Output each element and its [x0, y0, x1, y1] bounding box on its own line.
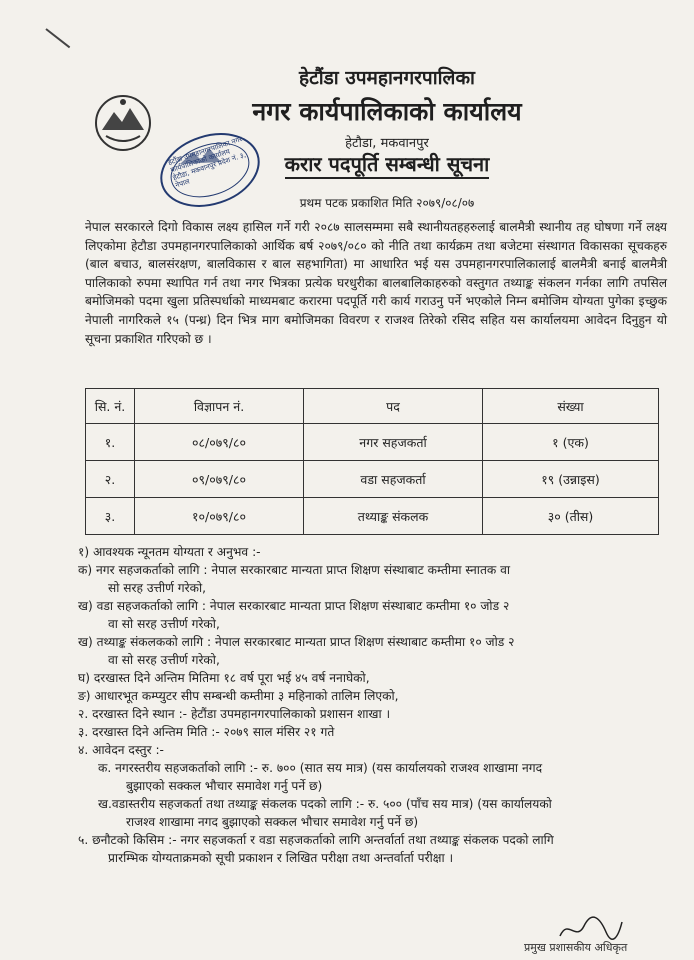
- col-header-sn: सि. नं.: [86, 389, 135, 424]
- cell-count: १९ (उन्नाइस): [483, 461, 659, 498]
- published-date: प्रथम पटक प्रकाशित मिति २०७९/०८/०७: [299, 196, 475, 210]
- cell-count: ३० (तीस): [483, 498, 659, 535]
- cell-ad-no: १०/०७९/८०: [135, 498, 304, 535]
- cell-sn: १.: [86, 424, 135, 461]
- requirement-line: ५. छनौटको किसिम :- नगर सहजकर्ता र वडा सहजकर्ताको लागि अन्तर्वार्ता तथा तथ्याङ्क संकलक पदको लागि: [78, 833, 554, 847]
- municipality-name: हेटौंडा उपमहानगरपालिका: [299, 67, 475, 89]
- requirement-line: सो सरह उत्तीर्ण गरेको,: [108, 581, 207, 595]
- notice-title-text: करार पदपूर्ति सम्बन्धी सूचना: [285, 152, 490, 179]
- requirement-line: वा सो सरह उत्तीर्ण गरेको,: [108, 653, 220, 667]
- pen-mark: [45, 28, 70, 48]
- requirement-line: क) नगर सहजकर्ताको लागि : नेपाल सरकारबाट मान्यता प्राप्त शिक्षण संस्थाबाट कम्तीमा स्नातक वा: [78, 563, 511, 577]
- table-row: [86, 498, 659, 535]
- cell-sn: ३.: [86, 498, 135, 535]
- requirement-line: घ) दरखास्त दिने अन्तिम मितिमा १८ वर्ष पूरा भई ४५ वर्ष ननाघेको,: [78, 671, 370, 685]
- vacancy-table: [85, 388, 659, 535]
- notice-body: नेपाल सरकारले दिगो विकास लक्ष्य हासिल गर्ने गरी २०८७ सालसम्ममा सबै स्थानीयतहहरुलाई बालमैत्री स्थानीय तह घोषणा गर्ने लक्ष्य लिएकोमा हेटौडा उपमहानगरपालिकाको आर्थिक बर्ष २०७९/०८० को नीति तथा कार्यक्रम तथा बजेटमा संस्थागत विकासका सूचकहरु (बाल बचाउ, बालसंरक्षण, बालविकास र बाल सहभागिता) मा आधारित भई यस उपमहानगरपालिकालाई बालमैत्री बनाई बालमैत्री पालिकाको रुपमा स्थापित गर्न तथा नगर भित्रका प्रत्येक घरधुरीका बालबालिकाहरुको वस्तुगत तथ्याङ्क संकलन गर्नका लागि तपसिल बमोजिमको पदमा खुला प्रतिस्पर्धाको माध्यमबाट करारमा पदपूर्ति गरी कार्य गराउनु पर्ने भएकोले निम्न बमोजिम योग्यता पुगेका इच्छुक नेपाली नागरिकले १५ (पन्ध्र) दिन भित्र माग बमोजिमका विवरण र राजश्व तिरेको रसिद सहित यस कार्यालयमा आवेदन दिनुहुन यो सूचना प्रकाशित गरिएको छ ।: [85, 220, 667, 346]
- cell-post: तथ्याङ्क संकलक: [304, 498, 483, 535]
- requirement-line: ख) तथ्याङ्क संकलकको लागि : नेपाल सरकारबाट मान्यता प्राप्त शिक्षण संस्थाबाट कम्तीमा १० जोड २: [78, 635, 515, 649]
- cell-post: नगर सहजकर्ता: [304, 424, 483, 461]
- notice-title: [40, 150, 694, 177]
- col-header-post: पद: [304, 389, 483, 424]
- requirement-line: बुझाएको सक्कल भौचार समावेश गर्नु पर्ने छ): [126, 779, 323, 793]
- requirement-line: ४. आवेदन दस्तुर :-: [78, 743, 164, 757]
- requirement-line: ख.वडास्तरीय सहजकर्ता तथा तथ्याङ्क संकलक पदको लागि :- रु. ५०० (पाँच सय मात्र) (यस कार्यालयको: [98, 797, 552, 811]
- cell-count: १ (एक): [483, 424, 659, 461]
- requirement-line: राजश्व शाखामा नगद बुझाएको सक्कल भौचार समावेश गर्नु पर्ने छ): [126, 815, 419, 829]
- table-row: [86, 424, 659, 461]
- cell-ad-no: ०९/०७९/८०: [135, 461, 304, 498]
- requirements-list: [78, 543, 678, 867]
- requirement-line: प्रारम्भिक योग्यताक्रमको सूची प्रकाशन र लिखित परीक्षा तथा अन्तर्वार्ता परीक्षा ।: [108, 851, 454, 865]
- requirement-line: ङ) आधारभूत कम्प्युटर सीप सम्बन्धी कम्तीमा ३ महिनाको तालिम लिएको,: [78, 689, 399, 703]
- col-header-ad-no: विज्ञापन नं.: [135, 389, 304, 424]
- requirement-line: क. नगरस्तरीय सहजकर्ताको लागि :- रु. ७०० (सात सय मात्र) (यस कार्यालयको राजश्व शाखामा नगद: [98, 761, 543, 775]
- signatory-label: प्रमुख प्रशासकीय अधिकृत: [524, 941, 628, 954]
- requirement-line: २. दरखास्त दिने स्थान :- हेटौंडा उपमहानगरपालिकाको प्रशासन शाखा ।: [78, 707, 391, 721]
- cell-post: वडा सहजकर्ता: [304, 461, 483, 498]
- table-row: [86, 461, 659, 498]
- office-location: हेटौडा, मकवानपुर: [345, 136, 429, 151]
- office-name: नगर कार्यपालिकाको कार्यालय: [252, 97, 522, 126]
- col-header-count: संख्या: [483, 389, 659, 424]
- requirement-line: ३. दरखास्त दिने अन्तिम मिति :- २०७९ साल मंसिर २१ गते: [78, 725, 335, 739]
- requirement-line: ख) वडा सहजकर्ताको लागि : नेपाल सरकारबाट मान्यता प्राप्त शिक्षण संस्थाबाट कम्तीमा १० जोड २: [78, 599, 510, 613]
- cell-sn: २.: [86, 461, 135, 498]
- table-header-row: [86, 389, 659, 424]
- requirement-heading: १) आवश्यक न्यूनतम योग्यता र अनुभव :-: [78, 545, 261, 559]
- seal-lettering: हेटौंडा उपमहानगरपालिका नगर कार्यपालिकाको कार्यालय हेटौडा, मकवानपुर प्रदेश नं. ३, नेपाल: [167, 135, 247, 190]
- requirement-line: वा सो सरह उत्तीर्ण गरेको,: [108, 617, 220, 631]
- cell-ad-no: ०८/०७९/८०: [135, 424, 304, 461]
